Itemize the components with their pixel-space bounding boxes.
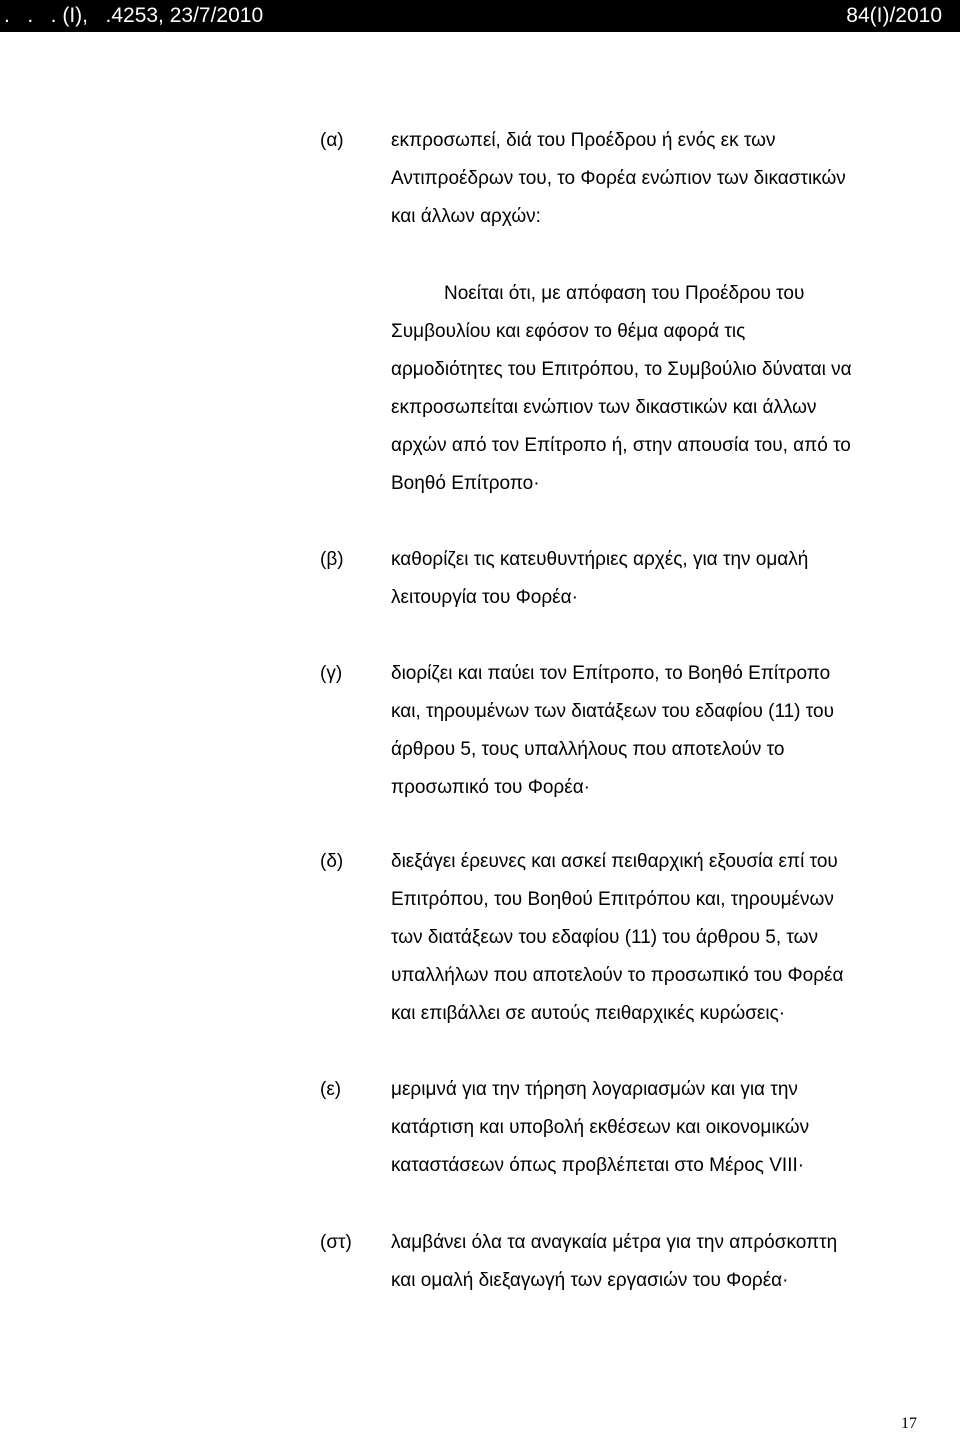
text-line: αρμοδιότητες του Επιτρόπου, το Συμβούλιο δύναται να [391, 359, 852, 380]
clause-marker: (ε) [320, 1079, 342, 1100]
text-line: υπαλλήλων που αποτελούν το προσωπικό του Φορέα [391, 965, 844, 986]
clause-text [391, 541, 936, 617]
text-line: καθορίζει τις κατευθυντήριες αρχές, για την ομαλή [391, 549, 809, 570]
text-line: προσωπικό του Φορέα· [391, 777, 591, 798]
text-line: κατάρτιση και υποβολή εκθέσεων και οικονομικών [391, 1117, 810, 1138]
text-line: διορίζει και παύει τον Επίτροπο, το Βοηθό Επίτροπο [391, 663, 831, 684]
page-header [0, 0, 960, 32]
text-line: Νοείται ότι, με απόφαση του Προέδρου του [444, 283, 805, 304]
text-line: και άλλων αρχών: [391, 206, 541, 227]
text-line: καταστάσεων όπως προβλέπεται στο Μέρος VIII· [391, 1155, 805, 1176]
clause-marker: (δ) [320, 851, 344, 872]
text-line: και, τηρουμένων των διατάξεων του εδαφίου (11) του [391, 701, 834, 722]
clause-text [391, 1071, 936, 1185]
clause-text [391, 1224, 936, 1300]
clause-marker: (γ) [320, 663, 343, 684]
text-line: μεριμνά για την τήρηση λογαριασμών και για την [391, 1079, 798, 1100]
proviso-paragraph [391, 275, 936, 503]
text-line: των διατάξεων του εδαφίου (11) του άρθρου 5, των [391, 927, 818, 948]
text-line: αρχών από τον Επίτροπο ή, στην απουσία του, από το [391, 435, 851, 456]
header-law-number: 84(Ι)/2010 [846, 4, 942, 27]
text-line: Αντιπροέδρων του, το Φορέα ενώπιον των δικαστικών [391, 168, 846, 189]
text-line: Επιτρόπου, του Βοηθού Επιτρόπου και, τηρουμένων [391, 889, 834, 910]
clause-text [391, 122, 936, 236]
clause-marker: (α) [320, 130, 344, 151]
text-line: διεξάγει έρευνες και ασκεί πειθαρχική εξουσία επί του [391, 851, 838, 872]
clause-text [391, 655, 936, 807]
clause-marker: (στ) [320, 1232, 352, 1253]
text-line: εκπροσωπεί, διά του Προέδρου ή ενός εκ των [391, 130, 776, 151]
text-line: Βοηθό Επίτροπο· [391, 473, 540, 494]
text-line: εκπροσωπείται ενώπιον των δικαστικών και άλλων [391, 397, 817, 418]
text-line: λειτουργία του Φορέα· [391, 587, 578, 608]
text-line: και επιβάλλει σε αυτούς πειθαρχικές κυρώσεις· [391, 1003, 786, 1024]
text-line: άρθρου 5, τους υπαλλήλους που αποτελούν το [391, 739, 785, 760]
text-line: και ομαλή διεξαγωγή των εργασιών του Φορέα· [391, 1270, 789, 1291]
text-line: Συμβουλίου και εφόσον το θέμα αφορά τις [391, 321, 746, 342]
header-law-reference: . . . (Ι), .4253, 23/7/2010 [4, 4, 264, 27]
text-line: λαμβάνει όλα τα αναγκαία μέτρα για την απρόσκοπτη [391, 1232, 838, 1253]
page-number: 17 [901, 1415, 917, 1432]
clause-marker: (β) [320, 549, 344, 570]
clause-text [391, 843, 936, 1033]
